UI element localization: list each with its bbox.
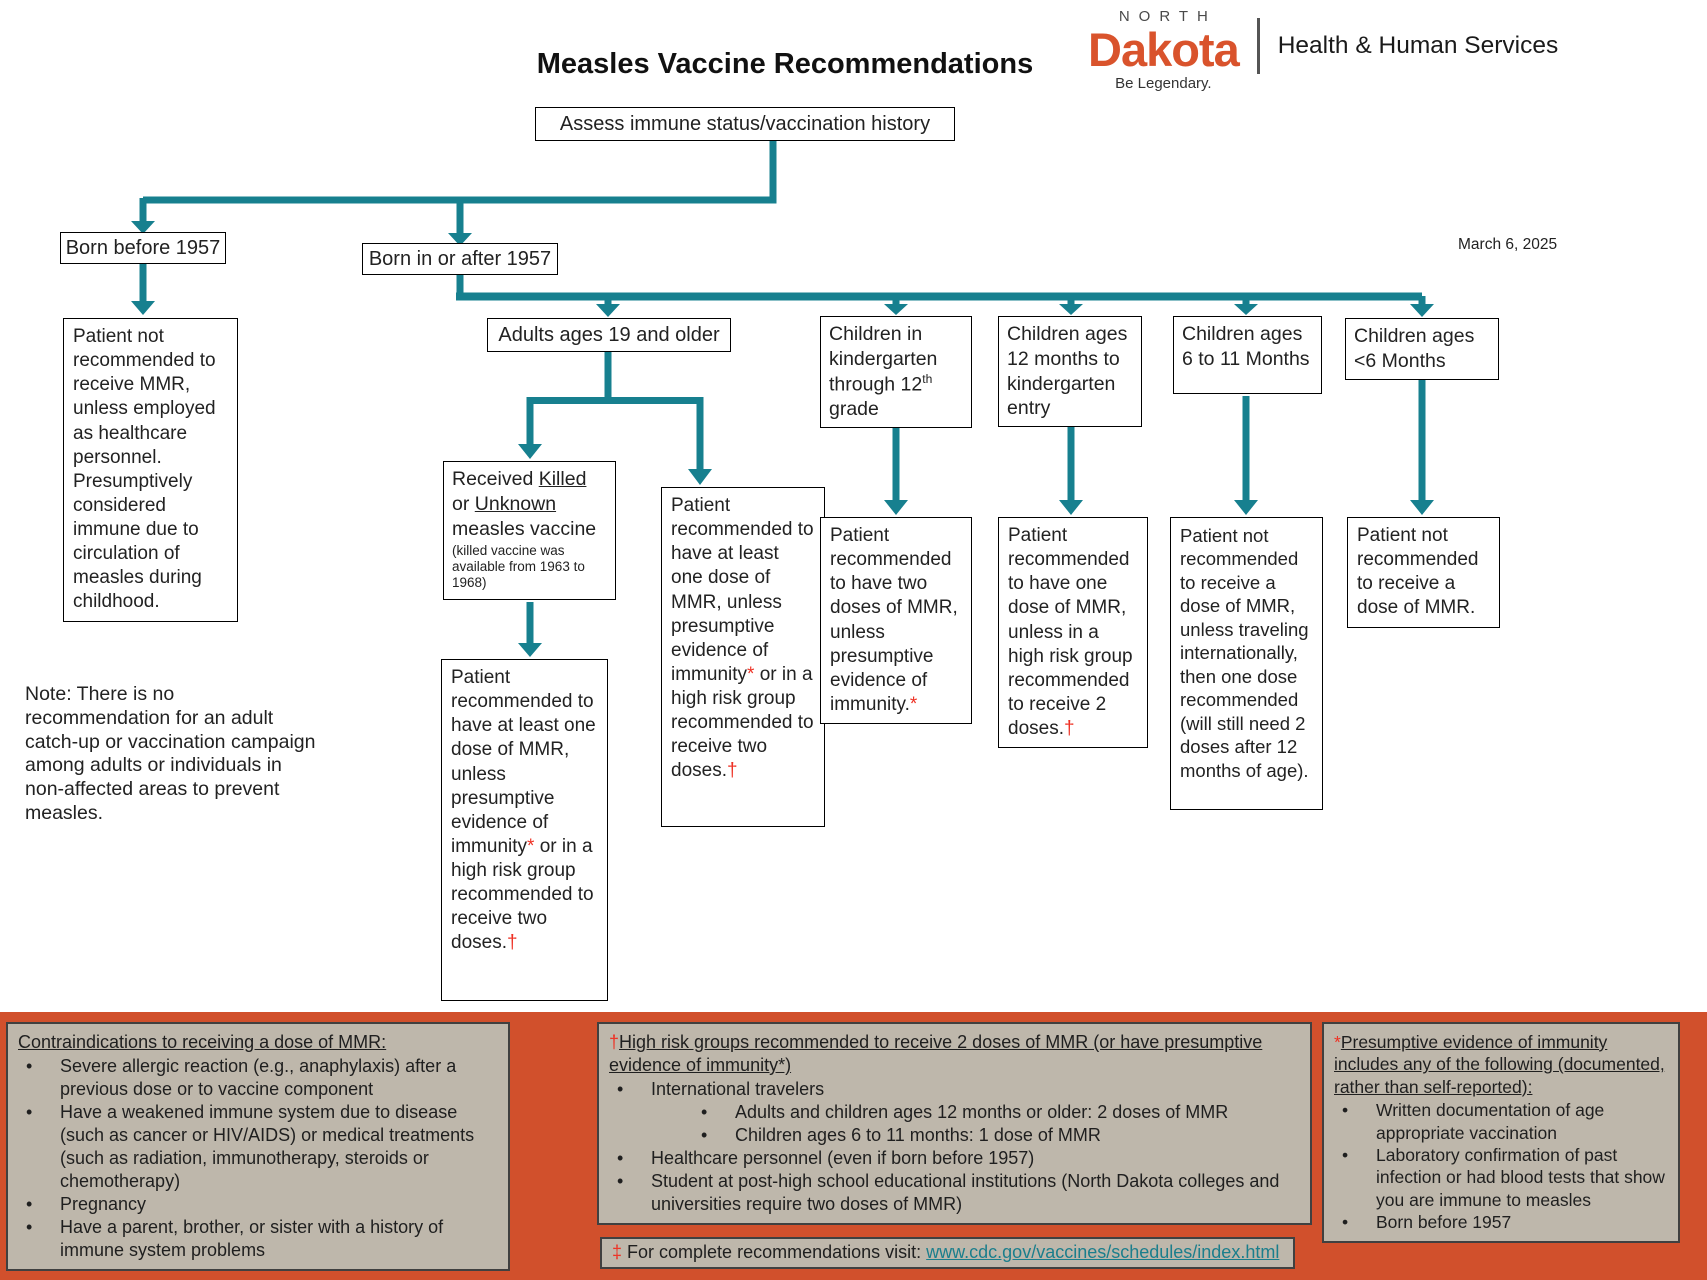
bullet-item <box>609 1147 1300 1170</box>
logo-divider <box>1257 18 1260 74</box>
bullet-dot: • <box>1342 1212 1349 1233</box>
bullet-text: Born before 1957 <box>1376 1212 1512 1233</box>
presumptive-list <box>1334 1099 1668 1233</box>
outcome-text: Patient recommended to have at least one dose of MMR, unless presumptive evidence of immunity <box>671 495 814 685</box>
node-children-under-6-months <box>1345 318 1499 380</box>
bullet-dot: • <box>1342 1144 1349 1165</box>
bullet-text: Have a parent, brother, or sister with a history of immune system problems <box>60 1217 444 1261</box>
outcome-text: or in a high risk group recommended to receive two doses. <box>671 663 814 782</box>
page-title: Measles Vaccine Recommendations <box>536 48 1034 80</box>
logo-agency-text: Health & Human Services <box>1277 32 1559 60</box>
logo-wordmark <box>1088 8 1239 92</box>
bullet-item <box>609 1078 1300 1101</box>
bullet-item <box>18 1216 498 1262</box>
node-label: Born in or after 1957 <box>368 247 552 270</box>
node-killed-vaccine-one-dose-outcome <box>441 659 608 1001</box>
node-children-k-12 <box>820 316 972 428</box>
node-6-11mo-not-recommended-outcome <box>1170 517 1323 810</box>
bullet-text: Laboratory confirmation of past infection or had blood tests that show you are immune to measles <box>1376 1144 1665 1210</box>
contraindications-box <box>6 1022 510 1271</box>
presumptive-heading <box>1334 1031 1668 1098</box>
footnote-heading-text: Contraindications to receiving a dose of MMR: <box>18 1032 387 1052</box>
node-children-12mo-to-kindergarten <box>998 316 1142 427</box>
bullet-item <box>1334 1144 1668 1211</box>
outcome-text: or in a high risk group recommended to receive two doses. <box>451 835 594 954</box>
node-label: Assess immune status/vaccination history <box>559 112 931 135</box>
asterisk-symbol: * <box>1334 1032 1341 1052</box>
asterisk-symbol: * <box>527 835 535 857</box>
logo-dakota-text: Dakota <box>1088 23 1239 76</box>
cdc-link[interactable]: www.cdc.gov/vaccines/schedules/index.html <box>926 1242 1280 1262</box>
date-label: March 6, 2025 <box>1458 236 1558 253</box>
outcome-text: Patient not recommended to receive a dose of MMR. <box>1357 525 1479 619</box>
node-born-before-outcome <box>63 318 238 622</box>
bullet-text: International travelers <box>651 1079 825 1100</box>
outcome-text: Patient not recommended to receive a dose of MMR, unless traveling internationally, then one dose recommended (will still need 2 doses after 12 months of age). <box>1180 525 1309 781</box>
node-label: Adults ages 19 and older <box>498 323 720 346</box>
adult-catchup-note: Note: There is no recommendation for an adult catch-up or vaccination campaign among adults or individuals in non-affected areas to prevent measles. <box>25 683 316 824</box>
bullet-dot: • <box>701 1102 708 1123</box>
bullet-item <box>1334 1211 1668 1233</box>
nd-hhs-logo <box>1088 8 1558 92</box>
bullet-text: Pregnancy <box>60 1194 147 1215</box>
bullet-dot: • <box>701 1125 708 1146</box>
bullet-text: Severe allergic reaction (e.g., anaphylaxis) after a previous dose or to vaccine component <box>60 1056 457 1100</box>
node-adults-one-dose-outcome <box>661 487 825 827</box>
bullet-item <box>18 1101 498 1193</box>
bullet-dot: • <box>617 1148 624 1169</box>
dagger-symbol: † <box>726 760 738 782</box>
node-adults-19-and-older <box>487 318 731 352</box>
superscript-th: th <box>922 371 933 386</box>
bullet-dot: • <box>26 1102 33 1123</box>
killed-vaccine-note: (killed vaccine was available from 1963 to 1968) <box>452 543 585 591</box>
bullet-text: Written documentation of age appropriate vaccination <box>1376 1100 1605 1143</box>
dagger-symbol: † <box>1063 718 1075 739</box>
bullet-dot: • <box>1342 1100 1349 1121</box>
node-label: Born before 1957 <box>65 236 221 259</box>
contraindications-heading <box>18 1031 498 1054</box>
cdc-reference-box <box>600 1237 1295 1269</box>
asterisk-symbol: * <box>747 663 755 685</box>
bullet-text: Student at post-high school educational institutions (North Dakota colleges and universities require two doses of MMR) <box>651 1171 1280 1215</box>
dagger-symbol: † <box>609 1032 620 1052</box>
node-label: grade <box>829 397 879 420</box>
bullet-item <box>18 1193 498 1216</box>
outcome-text: Patient not recommended to receive MMR, unless employed as healthcare personnel. Presumptively considered immune due to circulation of measles during childhood. <box>73 326 216 613</box>
outcome-text: Patient recommended to have one dose of MMR, unless in a high risk group recommended to receive 2 doses. <box>1008 525 1133 739</box>
node-born-before-1957 <box>60 232 226 264</box>
node-k12-two-doses-outcome <box>820 517 972 724</box>
bullet-text: Children ages 6 to 11 months: 1 dose of MMR <box>735 1125 1101 1146</box>
bullet-dot: • <box>617 1079 624 1100</box>
bullet-text: Have a weakened immune system due to disease (such as cancer or HIV/AIDS) or medical treatments (such as radiation, immunotherapy, steroids or chemotherapy) <box>60 1102 475 1192</box>
logo-north-text: NORTH <box>1118 8 1217 25</box>
node-label: Children ages 6 to 11 Months <box>1182 323 1310 370</box>
bullet-dot: • <box>26 1217 33 1238</box>
bullet-text: Healthcare personnel (even if born before 1957) <box>651 1148 1035 1169</box>
node-born-in-or-after-1957 <box>362 243 558 275</box>
bullet-item <box>609 1170 1300 1216</box>
node-label: Children in kindergarten through 12 <box>829 323 938 395</box>
bullet-item <box>1334 1099 1668 1144</box>
contraindications-list <box>18 1055 498 1262</box>
node-assess-immune-status <box>535 107 955 141</box>
outcome-text: Patient recommended to have two doses of MMR, unless presumptive evidence of immunity. <box>830 525 958 715</box>
presumptive-evidence-box <box>1322 1022 1680 1243</box>
node-kentry-one-dose-outcome <box>998 517 1148 748</box>
outcome-text: Patient recommended to have at least one dose of MMR, unless presumptive evidence of immunity <box>451 667 596 857</box>
node-children-6-to-11-months <box>1173 316 1322 394</box>
node-label: Children ages 12 months to kindergarten entry <box>1007 323 1128 420</box>
asterisk-symbol: * <box>909 693 918 715</box>
cdc-text: For complete recommendations visit: <box>627 1242 922 1262</box>
dagger-symbol: † <box>506 932 518 954</box>
double-dagger-symbol: ‡ <box>612 1242 623 1262</box>
killed-underlined: Killed <box>538 468 587 490</box>
node-received-killed-or-unknown-vaccine <box>443 461 616 600</box>
node-label: Children ages <6 Months <box>1354 325 1475 372</box>
footnote-heading-text: Presumptive evidence of immunity includes any of the following (documented, rather than self-reported): <box>1334 1032 1665 1097</box>
node-label: Received Killed or Unknown measles vaccine <box>452 468 597 540</box>
node-under6mo-not-recommended-outcome <box>1347 517 1500 628</box>
high-risk-heading <box>609 1031 1300 1077</box>
bullet-text: Adults and children ages 12 months or older: 2 doses of MMR <box>735 1102 1229 1123</box>
bullet-item <box>18 1055 498 1101</box>
high-risk-list <box>609 1078 1300 1216</box>
unknown-underlined: Unknown <box>474 492 557 515</box>
bullet-item <box>609 1124 1300 1147</box>
high-risk-groups-box <box>597 1022 1312 1225</box>
bullet-dot: • <box>26 1194 33 1215</box>
footnote-heading-text: High risk groups recommended to receive 2 doses of MMR (or have presumptive evidence of immunity*) <box>609 1032 1263 1076</box>
bullet-dot: • <box>26 1056 33 1077</box>
logo-tagline: Be Legendary. <box>1115 75 1212 93</box>
bullet-item <box>609 1101 1300 1124</box>
bullet-dot: • <box>617 1171 624 1192</box>
